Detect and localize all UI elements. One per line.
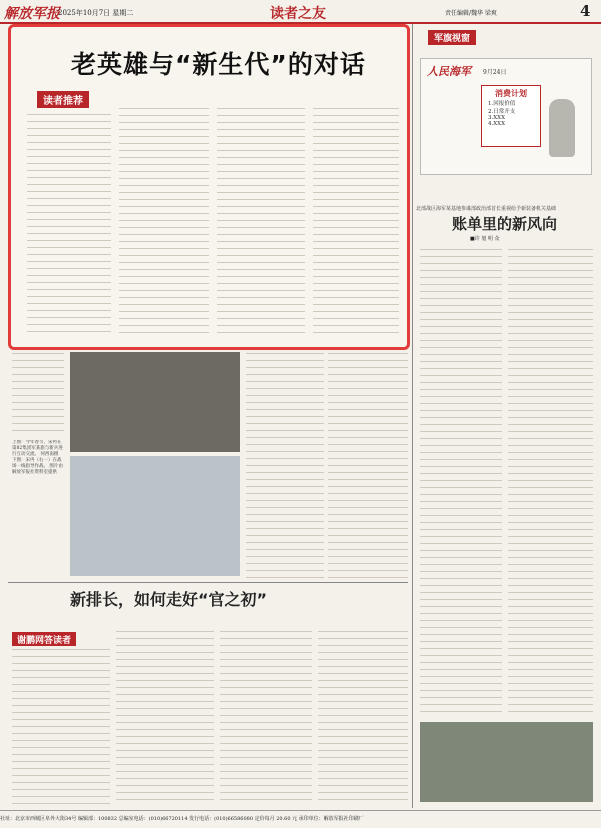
plan-card-line: 3.XXX [488,115,505,121]
text-column [318,628,408,806]
text-column [119,105,209,337]
text-column [116,628,214,806]
text-column [313,105,399,337]
text-column [220,628,312,806]
cartoon-label: 人民海军 [427,65,471,78]
text-column [508,246,593,716]
text-column [12,646,110,806]
plan-card-line: 2.日常开支 [488,109,516,115]
text-column [217,105,305,337]
article-kicker: 北部战区海军某基地参谋部政治部首长重视给予新装备机关基础 [416,206,557,212]
author-line: ■许 旭 明 众 [470,236,500,242]
qa-tag: 谢鹏网答读者 [12,632,76,647]
editor-credit: 责任编辑/魏华 梁爽 [445,10,497,17]
plan-card-line: 4.XXX [488,121,505,127]
plan-card-line: 1.回报价值 [488,101,516,107]
text-column [246,350,324,580]
cartoon-illustration [420,58,592,175]
text-column [420,246,502,716]
text-column [12,350,64,432]
military-window-tag: 军旗视窗 [428,30,476,45]
footer-info: 社址：北京市西城区阜外大街34号 编辑部：100832 总编室电话：(010)66720114 发行电话：(010)66586080 定价每月 20.60 元 承印单位：解放军报社印刷厂 [0,810,601,827]
highlighted-article [8,24,410,350]
bottom-right-photo [420,722,593,802]
plan-card [481,85,541,147]
parachute-photo [70,456,240,576]
article-headline: 老英雄与“新生代”的对话 [71,50,366,79]
section-title: 读者之友 [270,6,326,22]
veteran-photo [70,352,240,452]
plan-card-title: 消费计划 [495,88,527,98]
masthead [0,0,601,24]
right-article-headline: 账单里的新风向 [452,215,558,233]
second-article-headline: 新排长，如何走好“官之初” [70,590,268,609]
reader-recommend-tag: 读者推荐 [37,91,89,108]
text-column [328,350,408,580]
divider [8,582,408,583]
text-column [27,111,111,336]
issue-date: 2025年10月7日 星期二 [58,9,134,17]
newspaper-logo: 解放军报 [4,6,60,22]
soldier-figure [549,99,575,157]
cartoon-date: 9月24日 [483,69,507,76]
photo-caption: 上图：今年春节，宋冉在第82集团军某旅与新兵进行互动交流。 何西南摄 下图：宋冉（右一）在战场一线指导作战。 图片由解放军报社资料室提供 [12,440,63,475]
column-divider [412,24,413,808]
page-number: 4 [580,2,591,20]
